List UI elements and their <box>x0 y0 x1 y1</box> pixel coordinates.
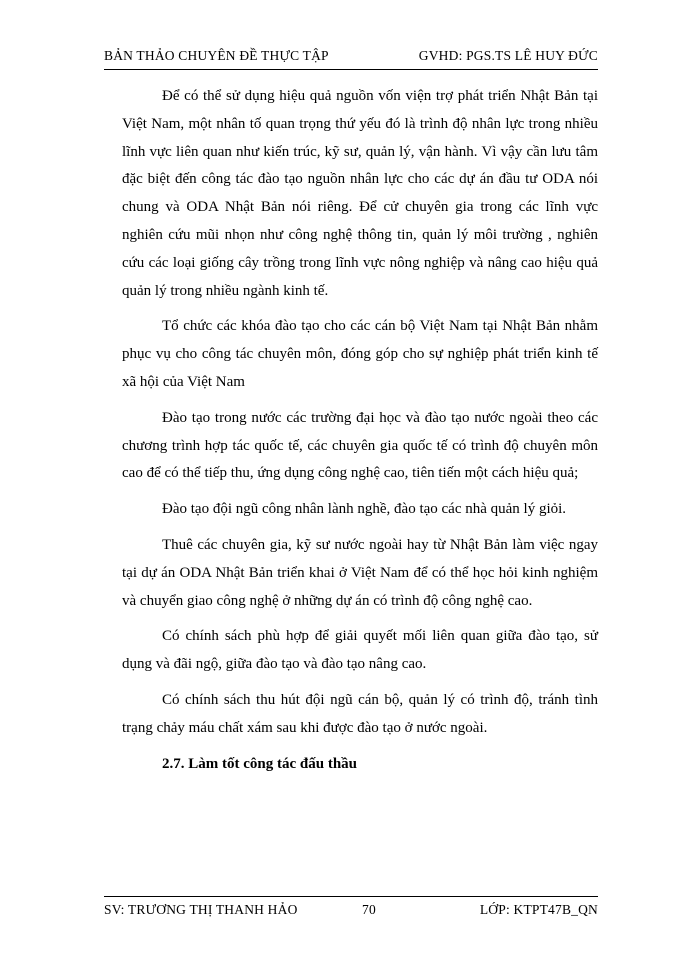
paragraph: Có chính sách phù hợp để giải quyết mối liên quan giữa đào tạo, sử dụng và đãi ngộ, giữa đào tạo và đào tạo nâng cao. <box>122 628 598 673</box>
footer-student: SV: TRƯƠNG THỊ THANH HẢO <box>104 902 298 917</box>
paragraph: Đào tạo trong nước các trường đại học và đào tạo nước ngoài theo các chương trình hợp tác quốc tế, các chuyên gia quốc tế có trình độ chuyên môn cao để có thể tiếp thu, ứng dụng công nghệ cao, tiên tiến một cách hiệu quả; <box>122 409 598 482</box>
header-title: BẢN THẢO CHUYÊN ĐỀ THỰC TẬP <box>104 48 329 63</box>
paragraph: Để có thể sử dụng hiệu quả nguồn vốn viện trợ phát triển Nhật Bản tại Việt Nam, một nhân tố quan trọng thứ yếu đó là trình độ nhân lực trong nhiều lĩnh vực liên quan như kiến trúc, kỹ sư, quản lý, vận hành. Vì vậy cần lưu tâm đặc biệt đến công tác đào tạo nguồn nhân lực cho các dự án đầu tư ODA nói chung và ODA Nhật Bản nói riêng. Để cử chuyên gia trong các lĩnh vực nghiên cứu mũi nhọn như công nghệ thông tin, quản lý môi trường , nghiên cứu các loại giống cây trồng trong lĩnh vực nông nghiệp và nâng cao hiệu quả quản lý trong nhiều ngành kinh tế. <box>122 88 598 299</box>
page-number: 70 <box>362 902 376 917</box>
paragraph: Có chính sách thu hút đội ngũ cán bộ, quản lý có trình độ, tránh tình trạng chảy máu chất xám sau khi được đào tạo ở nước ngoài. <box>122 691 598 736</box>
page-header <box>104 48 598 70</box>
paragraph: Thuê các chuyên gia, kỹ sư nước ngoài hay từ Nhật Bản làm việc ngay tại dự án ODA Nhật Bản triển khai ở Việt Nam để có thể học hỏi kinh nghiệm và chuyển giao công nghệ ở những dự án có trình độ công nghệ cao. <box>122 536 598 609</box>
footer-class: LỚP: KTPT47B_QN <box>479 902 598 917</box>
header-advisor: GVHD: PGS.TS LÊ HUY ĐỨC <box>418 48 598 63</box>
paragraph: Đào tạo đội ngũ công nhân lành nghề, đào tạo các nhà quản lý giỏi. <box>162 501 567 518</box>
section-heading: 2.7. Làm tốt công tác đấu thầu <box>162 755 358 772</box>
page-footer <box>104 896 598 922</box>
paragraph: Tổ chức các khóa đào tạo cho các cán bộ Việt Nam tại Nhật Bản nhằm phục vụ cho công tác chuyên môn, đóng góp cho sự nghiệp phát triển kinh tế xã hội của Việt Nam <box>122 318 598 390</box>
document-body <box>122 83 598 778</box>
